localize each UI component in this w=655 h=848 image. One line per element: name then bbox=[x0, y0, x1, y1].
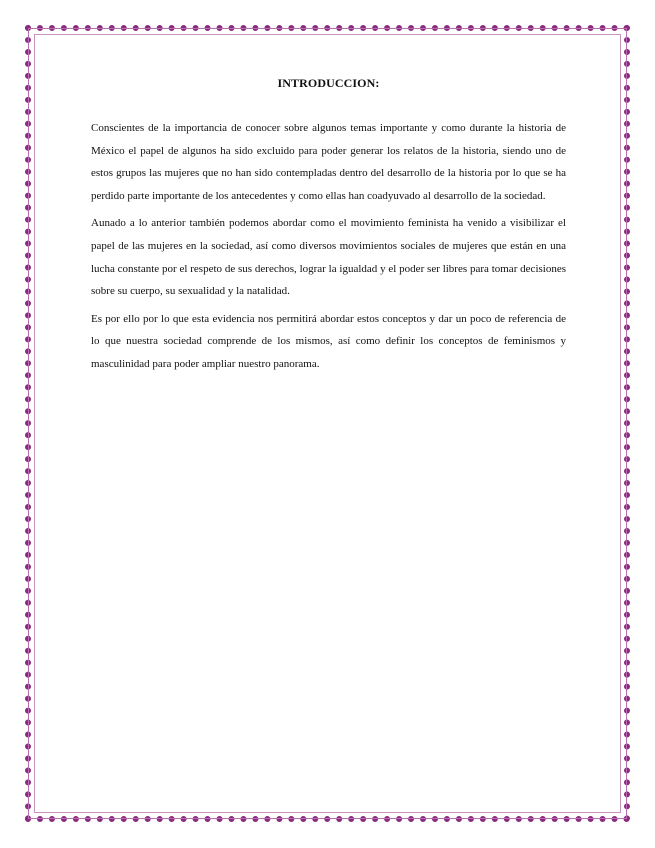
page-title: INTRODUCCION: bbox=[277, 76, 380, 90]
paragraph-2: Aunado a lo anterior también podemos abordar como el movimiento feminista ha venido a visibilizar el papel de las mujeres en la sociedad, así como diversos movimientos sociales de mujeres que están en una lucha constante por el respeto de sus derechos, lograr la igualdad y el poder ser libres para tomar decisiones sobre su cuerpo, su sexualidad y la natalidad. bbox=[91, 217, 566, 298]
paragraph-3: Es por ello por lo que esta evidencia nos permitirá abordar estos conceptos y dar un poco de referencia de lo que nuestra sociedad comprende de los mismos, así como definir los conceptos de feminismos y masculinidad para poder ampliar nuestro panorama. bbox=[91, 312, 566, 370]
document-body bbox=[91, 70, 566, 381]
paragraph-1: Conscientes de la importancia de conocer sobre algunos temas importante y como durante la historia de México el papel de algunos ha sido excluido para poder generar los relatos de la historia, siendo uno de estos grupos las mujeres que no han sido contempladas dentro del desarrollo de la historia por lo que se ha perdido parte importante de los antecedentes y como ellas han coadyuvado al desarrollo de la sociedad. bbox=[91, 122, 566, 202]
